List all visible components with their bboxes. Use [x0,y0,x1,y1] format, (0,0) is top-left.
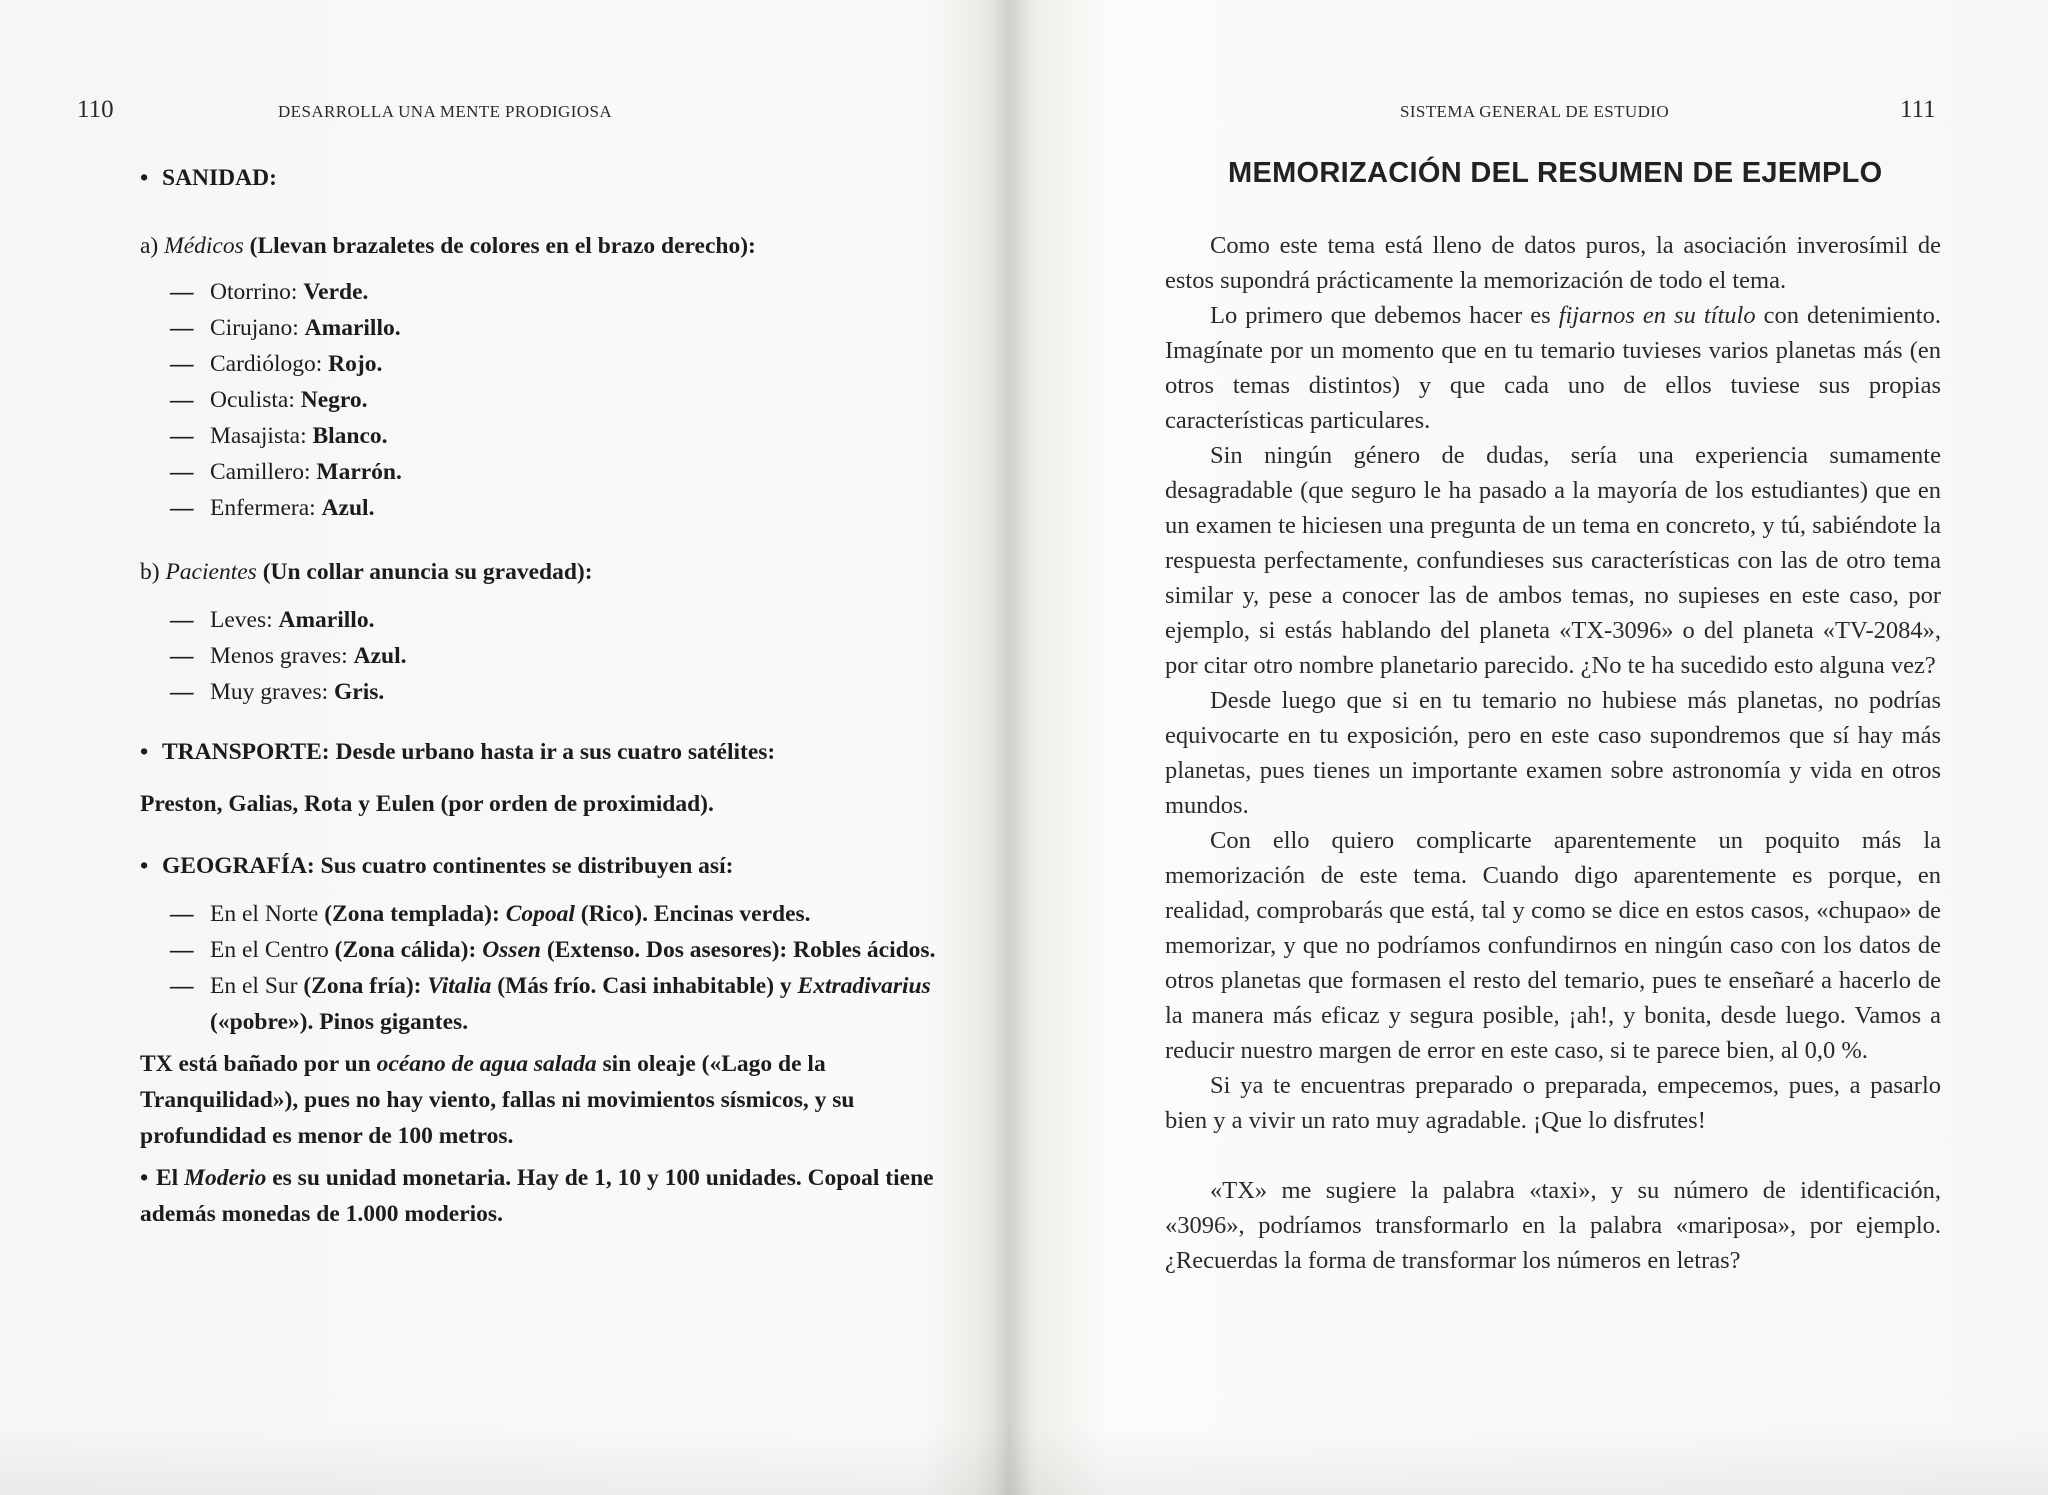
section-heading: MEMORIZACIÓN DEL RESUMEN DE EJEMPLO [1228,157,1883,189]
left-page-number: 110 [77,96,114,123]
paragraph: Lo primero que debemos hacer es fijarnos en su título con detenimiento. Imagínate por un momento que en tu temario tuvieses varios planetas más (en otros temas distintos) y que cada uno de ellos tuviese sus propias características particulares. [1165,302,1941,434]
paragraph: Si ya te encuentras preparado o preparada, empecemos, pues, a pasarlo bien y a vivir un rato muy agradable. ¡Que lo disfrutes! [1165,1072,1941,1134]
pacientes-list [170,602,960,710]
medicos-line: a) Médicos (Llevan brazaletes de colores en el brazo derecho): [140,233,756,259]
book-gutter [975,0,1035,1495]
page-bottom-shadow [0,1425,2048,1495]
right-page-body [1165,228,1941,1278]
left-running-head: DESARROLLA UNA MENTE PRODIGIOSA [278,102,612,121]
geografia-list [170,896,960,1040]
list-item: — Menos graves: Azul. [170,643,407,669]
right-page-number: 111 [1900,96,1936,123]
right-running-head: SISTEMA GENERAL DE ESTUDIO [1400,102,1670,121]
paragraph: «TX» me sugiere la palabra «taxi», y su número de identificación, «3096», podríamos transformarlo en la palabra «mariposa», por ejemplo. ¿Recuerdas la forma de transformar los números en letras? [1165,1177,1941,1274]
paragraph: Como este tema está lleno de datos puros, la asociación inverosímil de estos supondrá prácticamente la memorización de todo el tema. [1165,232,1941,294]
list-item: — Enfermera: Azul. [170,495,375,521]
geografia-line: • GEOGRAFÍA: Sus cuatro continentes se distribuyen así: [140,853,734,879]
transporte-satellites: Preston, Galias, Rota y Eulen (por orden de proximidad). [140,791,714,817]
list-item: — En el Centro (Zona cálida): Ossen (Extenso. Dos asesores): Robles ácidos. [170,937,936,963]
list-item: — Cardiólogo: Rojo. [170,351,383,377]
list-item: — Masajista: Blanco. [170,423,388,449]
sanidad-heading: • SANIDAD: [140,165,277,191]
moderio-paragraph: • El Moderio es su unidad monetaria. Hay de 1, 10 y 100 unidades. Copoal tiene además monedas de 1.000 moderios. [140,1165,934,1227]
paragraph: Desde luego que si en tu temario no hubiese más planetas, no podrías equivocarte en tu exposición, pero en este caso supondremos que sí hay más planetas, pues tienes un importante examen sobre astronomía y vida en otros mundos. [1165,687,1941,819]
list-item: — Leves: Amarillo. [170,607,375,633]
list-item: — En el Norte (Zona templada): Copoal (Rico). Encinas verdes. [170,901,811,927]
paragraph: Sin ningún género de dudas, sería una experiencia sumamente desagradable (que seguro le ha pasado a la mayoría de los estudiantes) que en un examen te hiciesen una pregunta de un tema en concreto, y tú, sabiéndote la respuesta perfectamente, confundieses sus características con las de otro tema similar y, pese a conocer las de ambos temas, no supieses en este caso, por ejemplo, si estás hablando del planeta «TX-3096» o del planeta «TV-2084», por citar otro nombre planetario parecido. ¿No te ha sucedido esto alguna vez? [1165,442,1941,679]
list-item: — Camillero: Marrón. [170,459,402,485]
left-page-body [140,160,960,1232]
medicos-list [170,274,960,526]
list-item: — Muy graves: Gris. [170,679,385,705]
list-item: — Oculista: Negro. [170,387,368,413]
list-item: — En el Sur (Zona fría): Vitalia (Más frío. Casi inhabitable) y Extradivarius («pobre»). Pinos gigantes. [170,973,931,1035]
transporte-line: • TRANSPORTE: Desde urbano hasta ir a sus cuatro satélites: [140,739,776,765]
paragraph: Con ello quiero complicarte aparentemente un poquito más la memorización de este tema. Cuando digo aparentemente es porque, en realidad, comprobarás que está, tal y como se dice en estos casos, «chupao» de memorizar, y que no podríamos confundirnos en ningún caso con los datos de otros planetas que formasen el resto del temario, pues te enseñaré a hacerlo de la manera más eficaz y segura posible, ¡ah!, y bonita, desde luego. Vamos a reducir nuestro margen de error en este caso, si te parece bien, al 0,0 %. [1165,827,1941,1064]
list-item: — Otorrino: Verde. [170,279,369,305]
pacientes-line: b) Pacientes (Un collar anuncia su gravedad): [140,559,593,585]
oceano-paragraph: TX está bañado por un océano de agua salada sin oleaje («Lago de la Tranquilidad»), pues no hay viento, fallas ni movimientos sísmicos, y su profundidad es menor de 100 metros. [140,1051,855,1149]
list-item: — Cirujano: Amarillo. [170,315,401,341]
